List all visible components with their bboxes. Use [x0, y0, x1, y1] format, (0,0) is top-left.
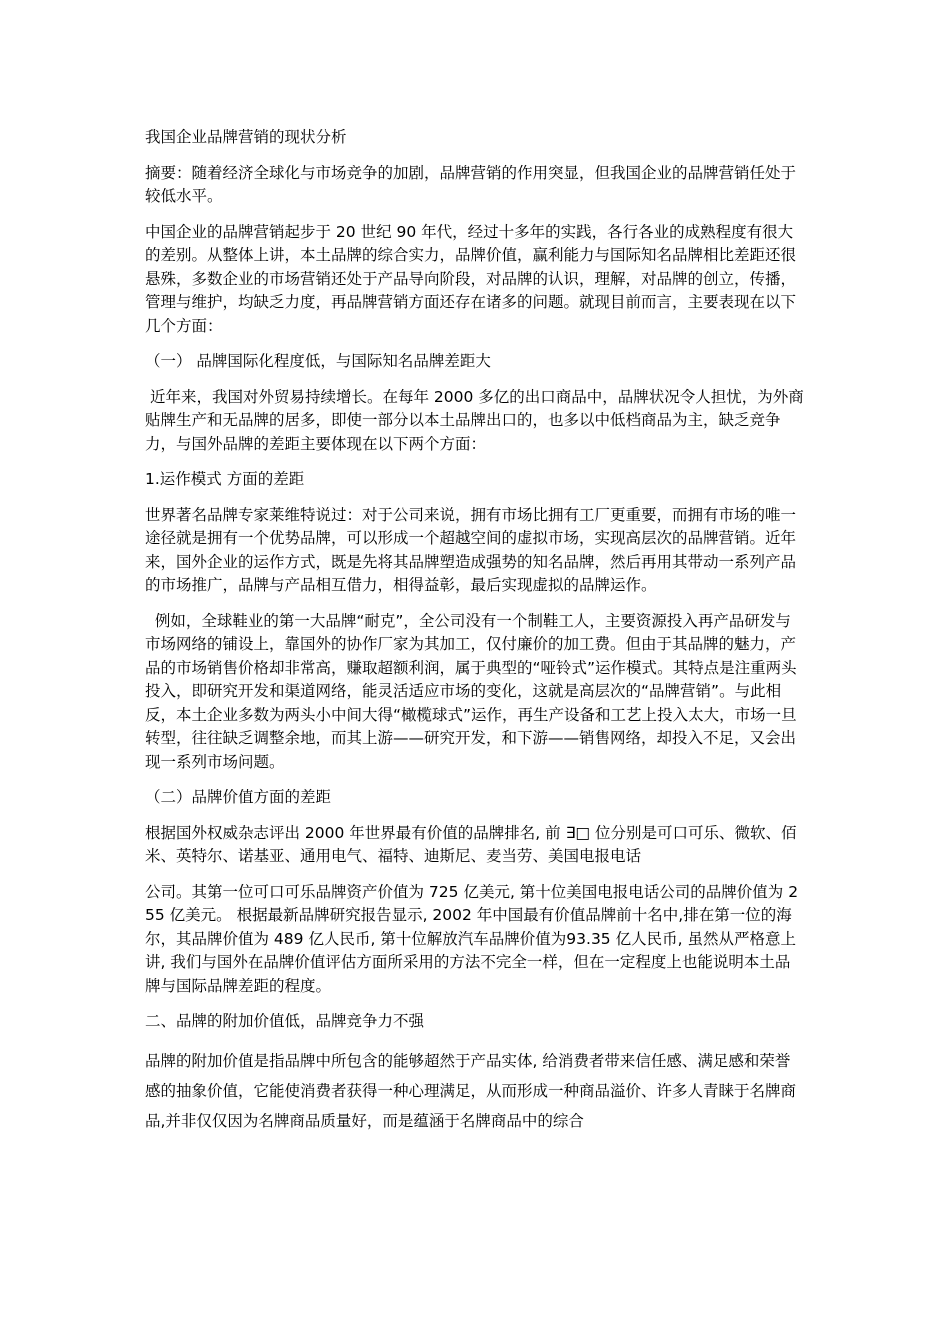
section-heading: （一） 品牌国际化程度低，与国际知名品牌差距大: [145, 352, 491, 370]
section-heading: （二）品牌价值方面的差距: [145, 788, 332, 806]
section-heading: 二、品牌的附加价值低，品牌竞争力不强: [145, 1012, 425, 1030]
subsection-heading: 1.运作模式 方面的差距: [145, 470, 305, 488]
body-paragraph: 例如，全球鞋业的第一大品牌“耐克”，全公司没有一个制鞋工人，主要资源投入再产品研发与市场网络的铺设上，靠国外的协作厂家为其加工，仅付廉价的加工费。但由于其品牌的魅力，产品的市场销售价格却非常高，赚取超额利润，属于典型的“哑铃式”运作模式。其特点是注重两头投入，即研究开发和渠道网络，能灵活适应市场的变化，这就是高层次的“品牌营销”。与此相反，本土企业多数为两头小中间大得“橄榄球式”运作，再生产设备和工艺上投入太大，市场一旦转型，往往缺乏调整余地，而其上游——研究开发，和下游——销售网络，却投入不足，又会出现一系列市场问题。: [145, 611, 797, 771]
body-paragraph: 品牌的附加价值是指品牌中所包含的能够超然于产品实体, 给消费者带来信任感、满足感和荣誉感的抽象价值，它能使消费者获得一种心理满足，从而形成一种商品溢价、许多人青睐于名牌商品,并非仅仅因为名牌商品质量好，而是蕴涵于名牌商品中的综合: [145, 1051, 797, 1130]
body-paragraph: 公司。其第一位可口可乐品牌资产价值为 725 亿美元, 第十位美国电报电话公司的品牌价值为 255 亿美元。 根据最新品牌研究报告显示, 2002 年中国最有价值品牌前十名中,排在第一位的海尔，其品牌价值为 489 亿人民币, 第十位解放汽车品牌价值为93.35 亿人民币, 虽然从严格意上讲, 我们与国外在品牌价值评估方面所采用的方法不完全一样，但在一定程度上也能说明本土品牌与国际品牌差距的程度。: [145, 882, 799, 995]
body-paragraph: 近年来，我国对外贸易持续增长。在每年 2000 多亿的出口商品中，品牌状况令人担忧，为外商贴牌生产和无品牌的居多，即使一部分以本土品牌出口的，也多以中低档商品为主，缺乏竞争力，与国外品牌的差距主要体现在以下两个方面：: [145, 387, 804, 453]
body-paragraph: 中国企业的品牌营销起步于 20 世纪 90 年代，经过十多年的实践，各行各业的成熟程度有很大的差别。从整体上讲，本土品牌的综合实力，品牌价值，赢利能力与国际知名品牌相比差距还很悬殊，多数企业的市场营销还处于产品导向阶段，对品牌的认识，理解，对品牌的创立，传播，管理与维护，均缺乏力度，再品牌营销方面还存在诸多的问题。就现目前而言，主要表现在以下几个方面：: [145, 222, 797, 335]
abstract-paragraph: 摘要：随着经济全球化与市场竞争的加剧，品牌营销的作用突显，但我国企业的品牌营销任处于较低水平。: [145, 163, 797, 205]
body-paragraph: 世界著名品牌专家莱维特说过：对于公司来说，拥有市场比拥有工厂更重要，而拥有市场的唯一途径就是拥有一个优势品牌，可以形成一个超越空间的虚拟市场，实现高层次的品牌营销。近年来，国外企业的运作方式，既是先将其品牌塑造成强势的知名品牌，然后再用其带动一系列产品的市场推广，品牌与产品相互借力，相得益彰，最后实现虚拟的品牌运作。: [145, 505, 797, 594]
body-paragraph: 根据国外权威杂志评出 2000 年世界最有价值的品牌排名, 前 ∃□ 位分别是可口可乐、微软、佰米、英特尔、诺基亚、通用电气、福特、迪斯尼、麦当劳、美国电报电话: [145, 823, 797, 865]
document-body: [145, 126, 805, 1148]
document-title: 我国企业品牌营销的现状分析: [145, 128, 347, 146]
